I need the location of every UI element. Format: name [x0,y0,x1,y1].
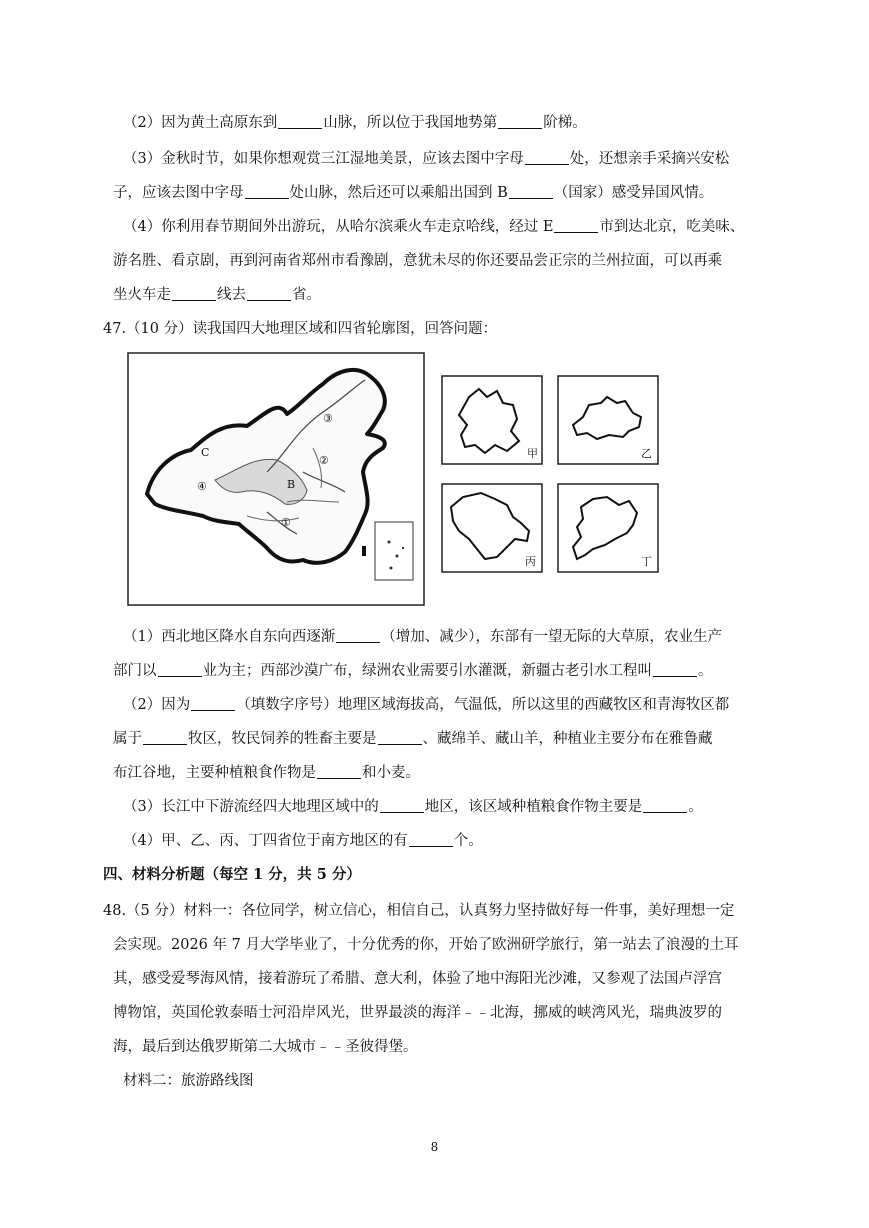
answer-blank[interactable] [336,628,380,643]
province-label-bing: 丙 [525,555,536,568]
q47-part4: （4）甲、乙、丙、丁四省位于南方地区的有 个。 [123,833,483,849]
province-label-jia: 甲 [527,447,538,460]
province-outline-bing [441,483,543,573]
q47-part2-line2: 属于 牧区，牧民饲养的牲畜主要是 、藏绵羊、藏山羊，种植业主要分布在雅鲁藏 [113,731,713,747]
q48-line3: 其，感受爱琴海风情，接着游玩了希腊、意大利，体验了地中海阳光沙滩，又参观了法国卢浮宫 [113,971,722,987]
answer-blank[interactable] [191,696,235,711]
answer-blank[interactable] [509,184,553,199]
q46-part3-line2: 子，应该去图中字母 处山脉，然后还可以乘船出国到 B （国家）感受异国风情。 [113,185,714,201]
q47-part1-line2: 部门以 业为主；西部沙漠广布，绿洲农业需要引水灌溉，新疆古老引水工程叫 。 [113,663,713,679]
q48-line5: 海，最后到达俄罗斯第二大城市﹣﹣圣彼得堡。 [113,1039,418,1055]
province-outline-jia [441,375,543,465]
answer-blank[interactable] [245,184,289,199]
map-label-b: B [287,478,296,491]
answer-blank[interactable] [409,832,453,847]
map-label-4: ④ [197,480,207,493]
province-label-ding: 丁 [641,555,652,568]
province-outline-ding [557,483,659,573]
q48-line1: 48.（5 分）材料一：各位同学，树立信心，相信自己，认真努力坚持做好每一件事，美好理想一定 [103,903,735,919]
province-outline-yi [557,375,659,465]
answer-blank[interactable] [278,114,322,129]
answer-blank[interactable] [378,730,422,745]
answer-blank[interactable] [380,798,424,813]
map-label-2: ② [319,454,329,467]
q46-part3-line1: （3）金秋时节，如果你想观赏三江湿地美景，应该去图中字母 处，还想亲手采摘兴安松 [123,151,730,167]
answer-blank[interactable] [643,798,687,813]
q47-part3: （3）长江中下游流经四大地理区域中的 地区，该区域种植粮食作物主要是 。 [123,799,703,815]
q46-part4-line1: （4）你利用春节期间外出游玩，从哈尔滨乘火车走京哈线，经过 E 市到达北京，吃美味、 [123,219,745,235]
section-heading: 四、材料分析题（每空 1 分，共 5 分） [103,866,361,883]
q48-line4: 博物馆，英国伦敦泰晤士河沿岸风光，世界最淡的海洋﹣﹣北海，挪威的峡湾风光，瑞典波罗的 [113,1005,722,1021]
q47-part2-line1: （2）因为 （填数字序号）地理区域海拔高，气温低，所以这里的西藏牧区和青海牧区都 [123,697,730,713]
answer-blank[interactable] [172,286,216,301]
q46-part2: （2）因为黄土高原东到 山脉，所以位于我国地势第 阶梯。 [123,115,587,131]
answer-blank[interactable] [158,662,202,677]
answer-blank[interactable] [317,764,361,779]
map-label-c: C [201,446,210,459]
province-label-yi: 乙 [641,447,652,460]
answer-blank[interactable] [554,218,598,233]
map-label-1: ① [281,516,291,529]
q47-title: 47.（10 分）读我国四大地理区域和四省轮廓图，回答问题： [103,321,498,337]
answer-blank[interactable] [247,286,291,301]
q46-part4-line3: 坐火车走 线去 省。 [113,287,321,303]
answer-blank[interactable] [525,150,569,165]
answer-blank[interactable] [653,662,697,677]
answer-blank[interactable] [498,114,542,129]
page-number: 8 [430,1140,439,1154]
china-regions-map [127,352,425,606]
q47-part2-line3: 布江谷地，主要种植粮食作物是 和小麦。 [113,765,420,781]
map-label-3: ③ [323,412,333,425]
q48-line2: 会实现。2026 年 7 月大学毕业了，十分优秀的你，开始了欧洲研学旅行，第一站去了浪漫的土耳 [113,937,739,953]
q48-material2: 材料二：旅游路线图 [123,1073,254,1089]
q47-part1-line1: （1）西北地区降水自东向西逐渐 （增加、减少），东部有一望无际的大草原，农业生产 [123,629,722,645]
answer-blank[interactable] [143,730,187,745]
q46-part4-line2: 游名胜、看京剧，再到河南省郑州市看豫剧，意犹未尽的你还要品尝正宗的兰州拉面，可以再乘 [113,253,722,269]
